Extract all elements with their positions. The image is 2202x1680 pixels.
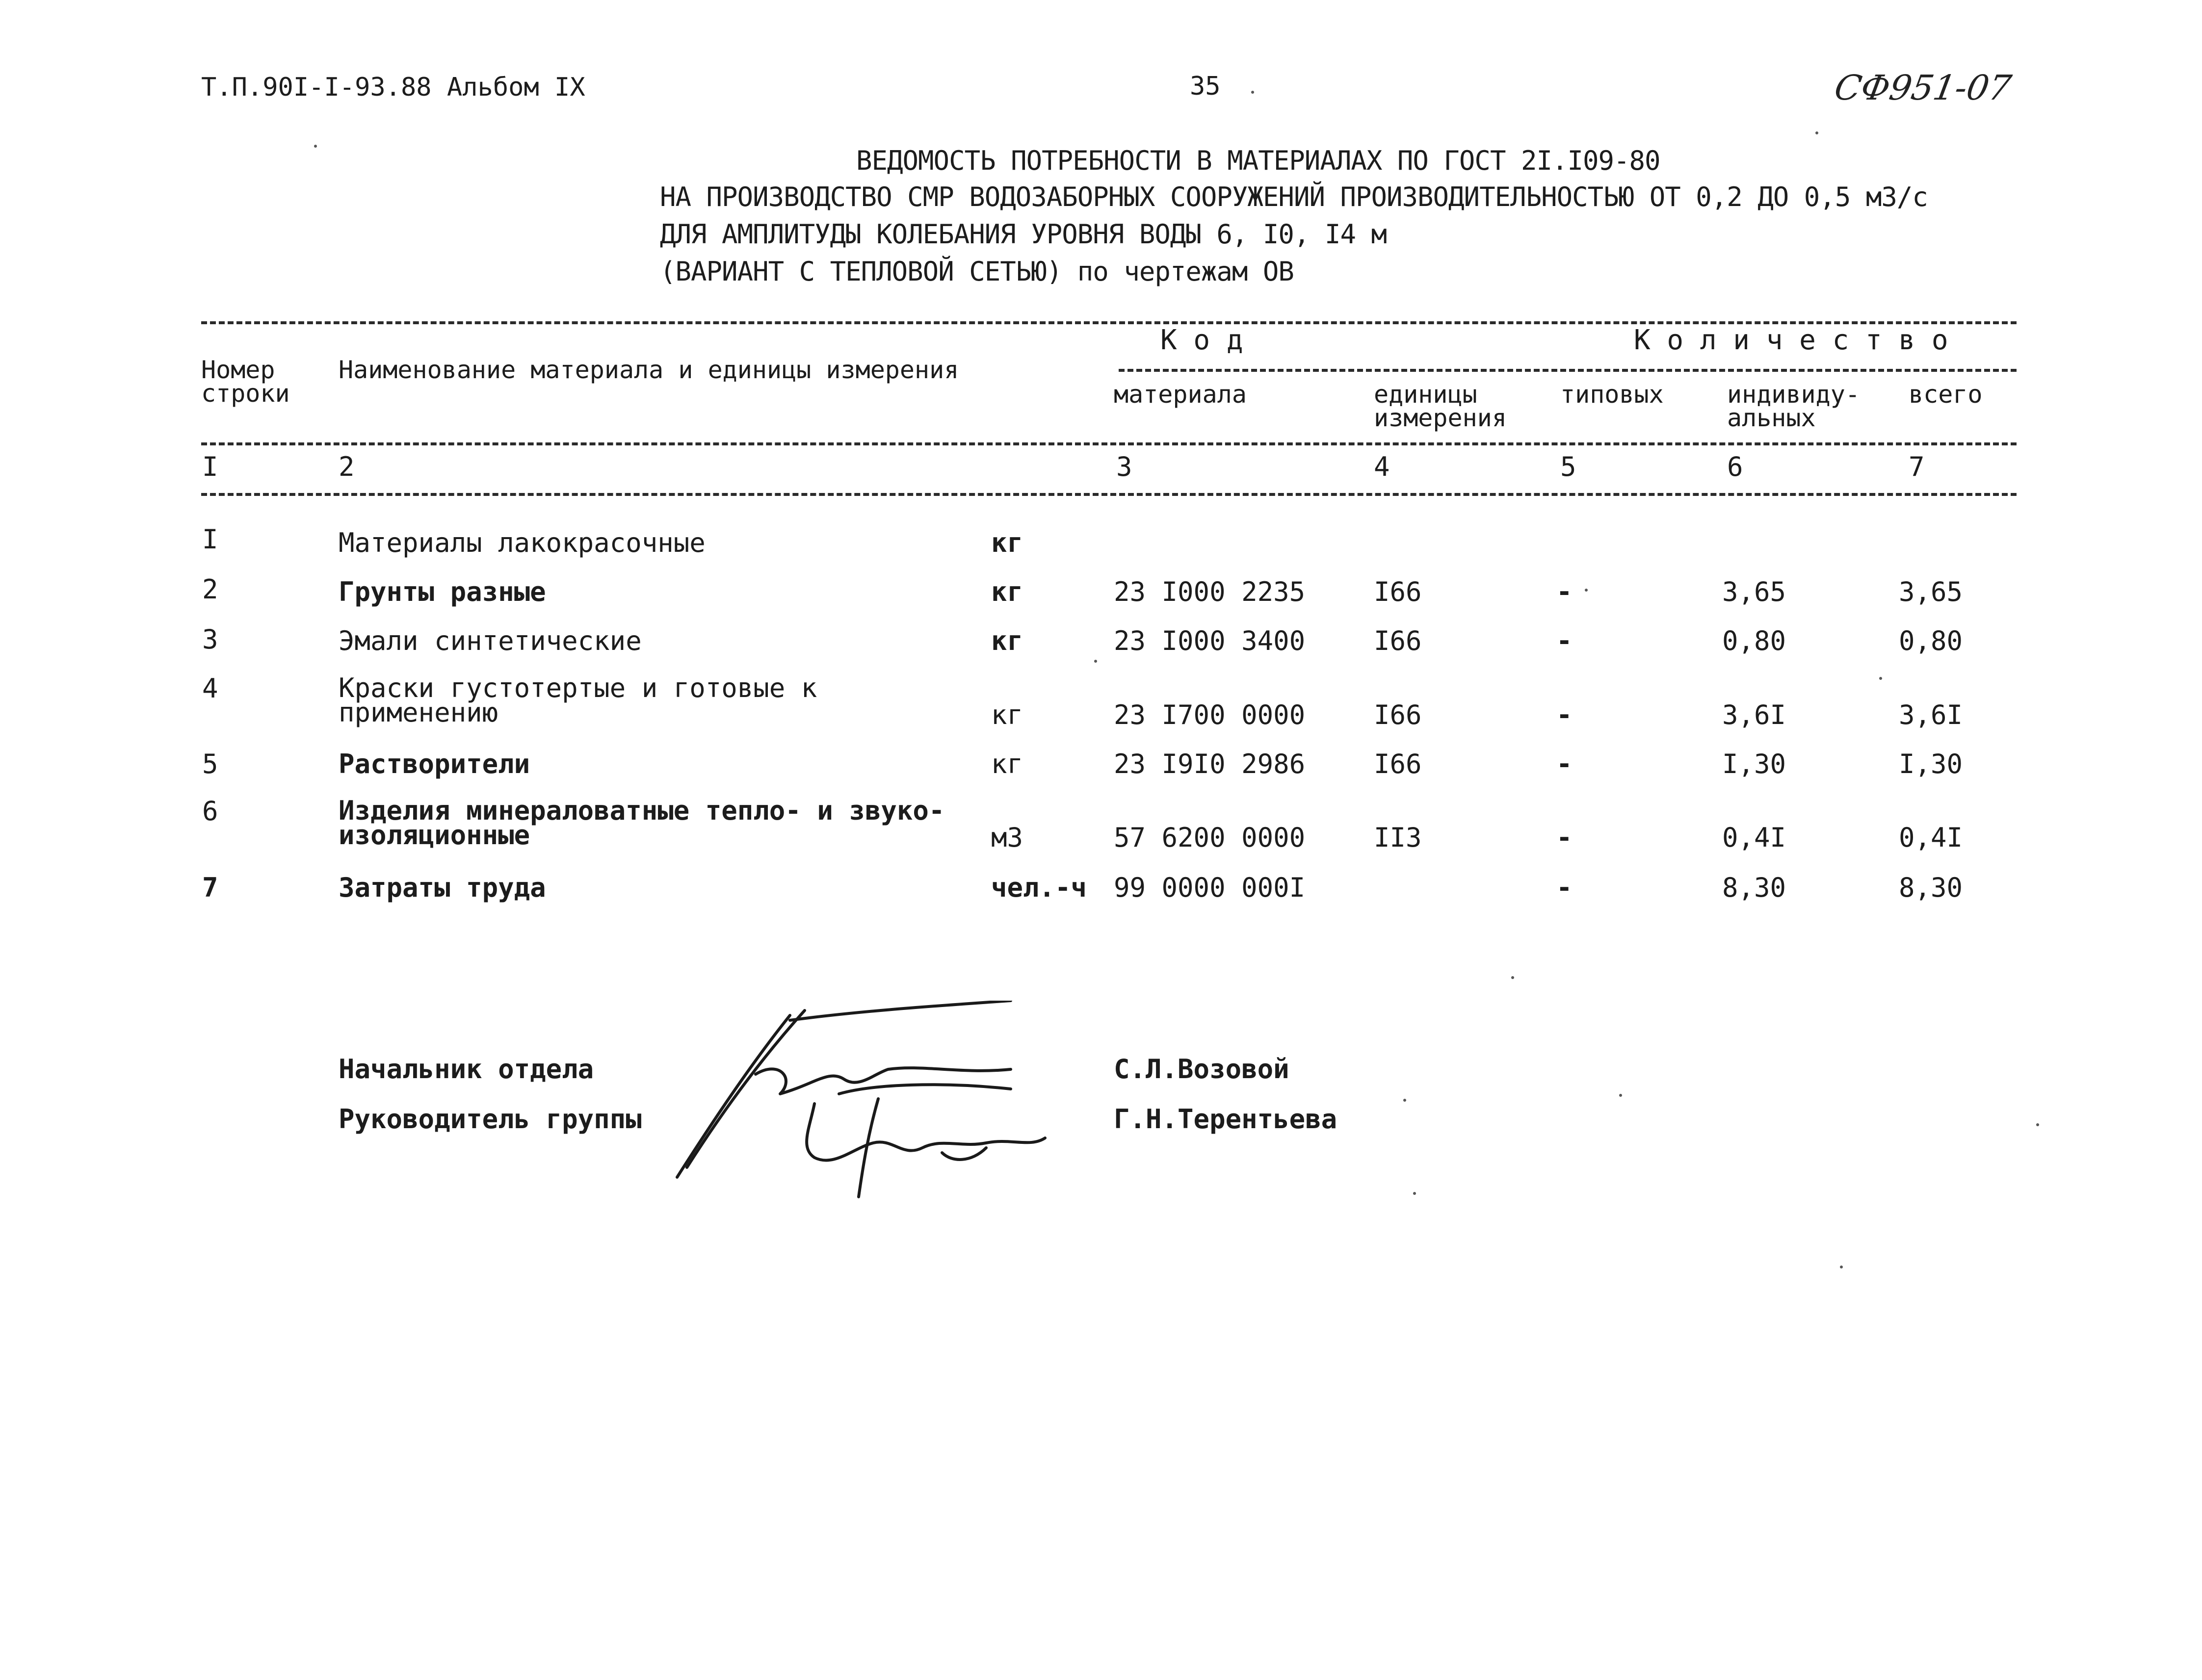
material-name: Краски густотертые и готовые к применению bbox=[339, 672, 817, 728]
row-number: 4 bbox=[202, 673, 218, 704]
material-code: 23 І700 0000 bbox=[1114, 699, 1306, 730]
individual-value: 0,80 bbox=[1722, 625, 1786, 656]
material-name: Затраты труда bbox=[339, 872, 546, 903]
material-code-header: материала bbox=[1114, 380, 1247, 409]
row-number: 7 bbox=[202, 872, 218, 903]
material-name: Изделия минераловатные тепло- и звуко- изоляционные bbox=[339, 795, 945, 851]
group-lead-title: Руководитель группы bbox=[339, 1104, 642, 1135]
page-number: 35 bbox=[1190, 72, 1221, 101]
typical-value: - bbox=[1556, 625, 1573, 656]
row-number-header: Номер строки bbox=[201, 356, 290, 408]
material-code: 23 І9І0 2986 bbox=[1114, 749, 1306, 779]
row-number: 2 bbox=[202, 574, 218, 605]
unit-code: І66 bbox=[1374, 699, 1422, 730]
typical-value: - bbox=[1556, 872, 1573, 903]
group-lead-name: Г.Н.Терентьева bbox=[1114, 1104, 1337, 1135]
typical-value: - bbox=[1556, 699, 1573, 730]
individual-value: 3,65 bbox=[1722, 576, 1786, 607]
scan-speck bbox=[1511, 976, 1514, 979]
individual-value: 0,4І bbox=[1722, 822, 1786, 853]
title-line-2: НА ПРОИЗВОДСТВО СМР ВОДОЗАБОРНЫХ СООРУЖЕНИЙ ПРОИЗВОДИТЕЛЬНОСТЬЮ ОТ 0,2 ДО 0,5 м3/с bbox=[660, 181, 1928, 212]
unit: м3 bbox=[991, 822, 1023, 853]
row-number: 3 bbox=[202, 624, 218, 655]
typical-header: типовых bbox=[1560, 380, 1664, 409]
individual-value: І,30 bbox=[1722, 749, 1786, 779]
material-name: Растворители bbox=[339, 749, 530, 779]
material-code: 99 0000 000І bbox=[1114, 872, 1306, 903]
total-header: всего bbox=[1909, 380, 1983, 409]
scan-speck bbox=[1879, 677, 1882, 680]
material-code: 23 І000 2235 bbox=[1114, 576, 1306, 607]
unit-code: І66 bbox=[1374, 576, 1422, 607]
scan-speck bbox=[1815, 131, 1818, 134]
typical-value: - bbox=[1556, 576, 1573, 607]
column-number: 5 bbox=[1560, 451, 1576, 482]
scan-speck bbox=[1403, 1099, 1406, 1102]
unit: кг bbox=[991, 576, 1023, 607]
scan-speck bbox=[2036, 1123, 2039, 1126]
individual-value: 3,6І bbox=[1722, 699, 1786, 730]
material-code: 23 І000 3400 bbox=[1114, 625, 1306, 656]
title-line-3: ДЛЯ АМПЛИТУДЫ КОЛЕБАНИЯ УРОВНЯ ВОДЫ 6, І0, І4 м bbox=[660, 219, 1387, 250]
material-name: Грунты разные bbox=[339, 576, 546, 607]
dept-head-title: Начальник отдела bbox=[339, 1054, 594, 1085]
individual-header: индивиду- альных bbox=[1727, 380, 1860, 432]
code-group-header: К о д bbox=[1160, 324, 1243, 356]
total-value: 0,80 bbox=[1899, 625, 1963, 656]
document-title: ВЕДОМОСТЬ ПОТРЕБНОСТИ В МАТЕРИАЛАХ ПО ГОСТ 2І.І09-80 bbox=[856, 145, 1660, 176]
handwritten-signatures bbox=[667, 1001, 1070, 1216]
scan-speck bbox=[1840, 1266, 1843, 1268]
unit: чел.-ч bbox=[991, 872, 1087, 903]
unit: кг bbox=[991, 749, 1023, 779]
column-number: 3 bbox=[1116, 451, 1132, 482]
row-number: 6 bbox=[202, 796, 218, 827]
scan-speck bbox=[1251, 91, 1254, 94]
unit: кг bbox=[991, 699, 1023, 730]
typical-value: - bbox=[1556, 749, 1573, 779]
column-numbers-rule bbox=[201, 493, 2017, 496]
material-name: Материалы лакокрасочные bbox=[339, 527, 706, 558]
material-code: 57 6200 0000 bbox=[1114, 822, 1306, 853]
total-value: 3,6І bbox=[1899, 699, 1963, 730]
unit: кг bbox=[991, 625, 1023, 656]
scan-speck bbox=[1585, 589, 1588, 592]
total-value: 8,30 bbox=[1899, 872, 1963, 903]
group-header-rule bbox=[1119, 369, 2017, 372]
unit-code: ІІ3 bbox=[1374, 822, 1422, 853]
unit-code-header: единицы измерения bbox=[1374, 380, 1507, 432]
scan-speck bbox=[1619, 1094, 1622, 1097]
row-number: І bbox=[202, 524, 218, 555]
unit: кг bbox=[991, 527, 1023, 558]
unit-code: І66 bbox=[1374, 625, 1422, 656]
handwritten-stamp: СФ951-07 bbox=[1831, 68, 2015, 108]
total-value: І,30 bbox=[1899, 749, 1963, 779]
header-bottom-rule bbox=[201, 442, 2017, 445]
typical-value: - bbox=[1556, 822, 1573, 853]
scan-speck bbox=[314, 145, 317, 148]
total-value: 0,4І bbox=[1899, 822, 1963, 853]
dept-head-name: С.Л.Возовой bbox=[1114, 1054, 1289, 1085]
row-number: 5 bbox=[202, 749, 218, 779]
column-number: 6 bbox=[1727, 451, 1743, 482]
column-number: 4 bbox=[1374, 451, 1390, 482]
material-name-header: Наименование материала и единицы измерения bbox=[339, 356, 959, 384]
individual-value: 8,30 bbox=[1722, 872, 1786, 903]
scan-speck bbox=[1413, 1192, 1416, 1195]
column-number: І bbox=[202, 451, 218, 482]
title-line-4: (ВАРИАНТ С ТЕПЛОВОЙ СЕТЬЮ) по чертежам ОВ bbox=[660, 256, 1294, 287]
total-value: 3,65 bbox=[1899, 576, 1963, 607]
scan-speck bbox=[1094, 660, 1097, 663]
quantity-group-header: К о л и ч е с т в о bbox=[1634, 324, 1948, 356]
material-name: Эмали синтетические bbox=[339, 625, 642, 656]
column-number: 7 bbox=[1909, 451, 1925, 482]
unit-code: І66 bbox=[1374, 749, 1422, 779]
column-number: 2 bbox=[339, 451, 355, 482]
document-code: Т.П.90І-І-93.88 Альбом IX bbox=[201, 73, 585, 102]
